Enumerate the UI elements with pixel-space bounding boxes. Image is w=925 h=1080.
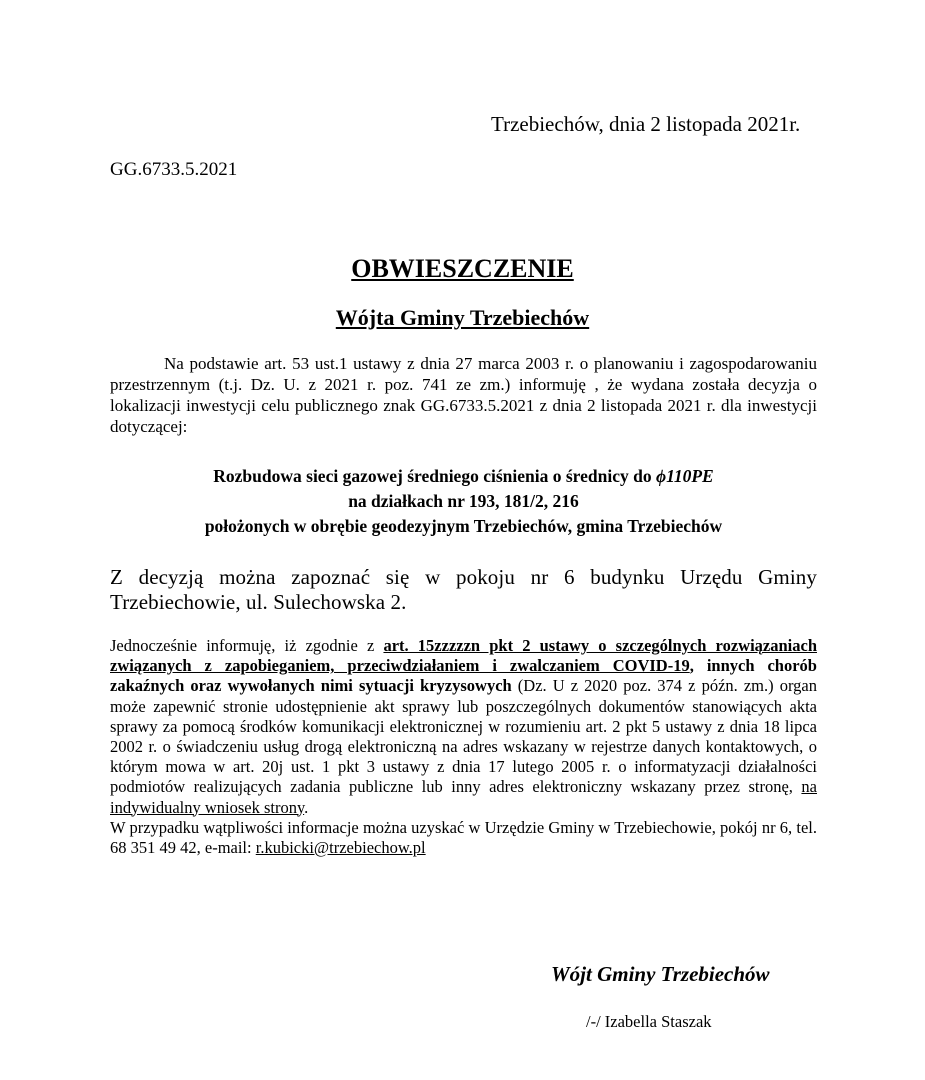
case-reference: GG.6733.5.2021 xyxy=(110,159,238,180)
info-section xyxy=(110,636,817,858)
pipe-diameter: ϕ110PE xyxy=(655,466,714,486)
legal-reference: art. 15zzzzzn pkt 2 ustawy o szczególnych rozwiązaniach związanych z zapobieganiem, przeciwdziałaniem i zwalczaniem COVID-19 xyxy=(110,636,817,676)
email-link[interactable]: r.kubicki@trzebiechow.pl xyxy=(255,838,426,858)
project-line-1: Rozbudowa sieci gazowej średniego ciśnienia o średnicy do ϕ110PE xyxy=(213,466,714,486)
signature-title: Wójt Gminy Trzebiechów xyxy=(551,962,770,986)
project-description xyxy=(110,464,817,539)
office-notice: Z decyzją można zapoznać się w pokoju nr 6 budynku Urzędu Gminy Trzebiechowie, ul. Sulechowska 2. xyxy=(110,565,817,614)
project-line-2: na działkach nr 193, 181/2, 216 xyxy=(348,491,579,511)
document-title: OBWIESZCZENIE xyxy=(351,254,574,283)
individual-request: na indywidualny wniosek strony xyxy=(110,777,817,817)
intro-paragraph xyxy=(110,353,817,437)
signature-name: /-/ Izabella Staszak xyxy=(586,1012,712,1031)
contact-paragraph: W przypadku wątpliwości informacje można uzyskać w Urzędzie Gminy w Trzebiechowie, pokój nr 6, tel. 68 351 49 42, e-mail: r.kubicki@trzebiechow.pl xyxy=(110,817,817,858)
info-paragraph: Jednocześnie informuję, iż zgodnie z art. 15zzzzzn pkt 2 ustawy o szczególnych rozwiązaniach związanych z zapobieganiem, przeciwdziałaniem i zwalczaniem COVID-19, innych chorób zakaźnych oraz wywołanych nimi sytuacji kryzysowych (Dz. U z 2020 poz. 374 z późn. zm.) organ może zapewnić stronie udostępnienie akt sprawy lub poszczególnych dokumentów stanowiących akta sprawy za pomocą środków komunikacji elektronicznej w rozumieniu art. 2 pkt 5 ustawy z dnia 18 lipca 2002 r. o świadczeniu usług drogą elektroniczną na adres wskazany w rejestrze danych kontaktowych, o którym mowa w art. 20j ust. 1 pkt 3 ustawy z dnia 17 lutego 2005 r. o informatyzacji działalności podmiotów realizujących zadania publiczne lub inny adres elektroniczny wskazany przez stronę, na indywidualny wniosek strony. xyxy=(110,636,817,817)
legal-reference-continued: , innych chorób zakaźnych oraz wywołanych nimi sytuacji kryzysowych xyxy=(110,656,817,696)
project-line-3: położonych w obrębie geodezyjnym Trzebiechów, gmina Trzebiechów xyxy=(204,516,723,536)
document-subtitle: Wójta Gminy Trzebiechów xyxy=(335,305,590,330)
document-date: Trzebiechów, dnia 2 listopada 2021r. xyxy=(491,112,801,136)
intro-text: Na podstawie art. 53 ust.1 ustawy z dnia 27 marca 2003 r. o planowaniu i zagospodarowaniu przestrzennym (t.j. Dz. U. z 2021 r. poz. 741 ze zm.) informuję , że wydana została decyzja o lokalizacji inwestycji celu publicznego znak GG.6733.5.2021 z dnia 2 listopada 2021 r. dla inwestycji dotyczącej: xyxy=(110,354,817,436)
